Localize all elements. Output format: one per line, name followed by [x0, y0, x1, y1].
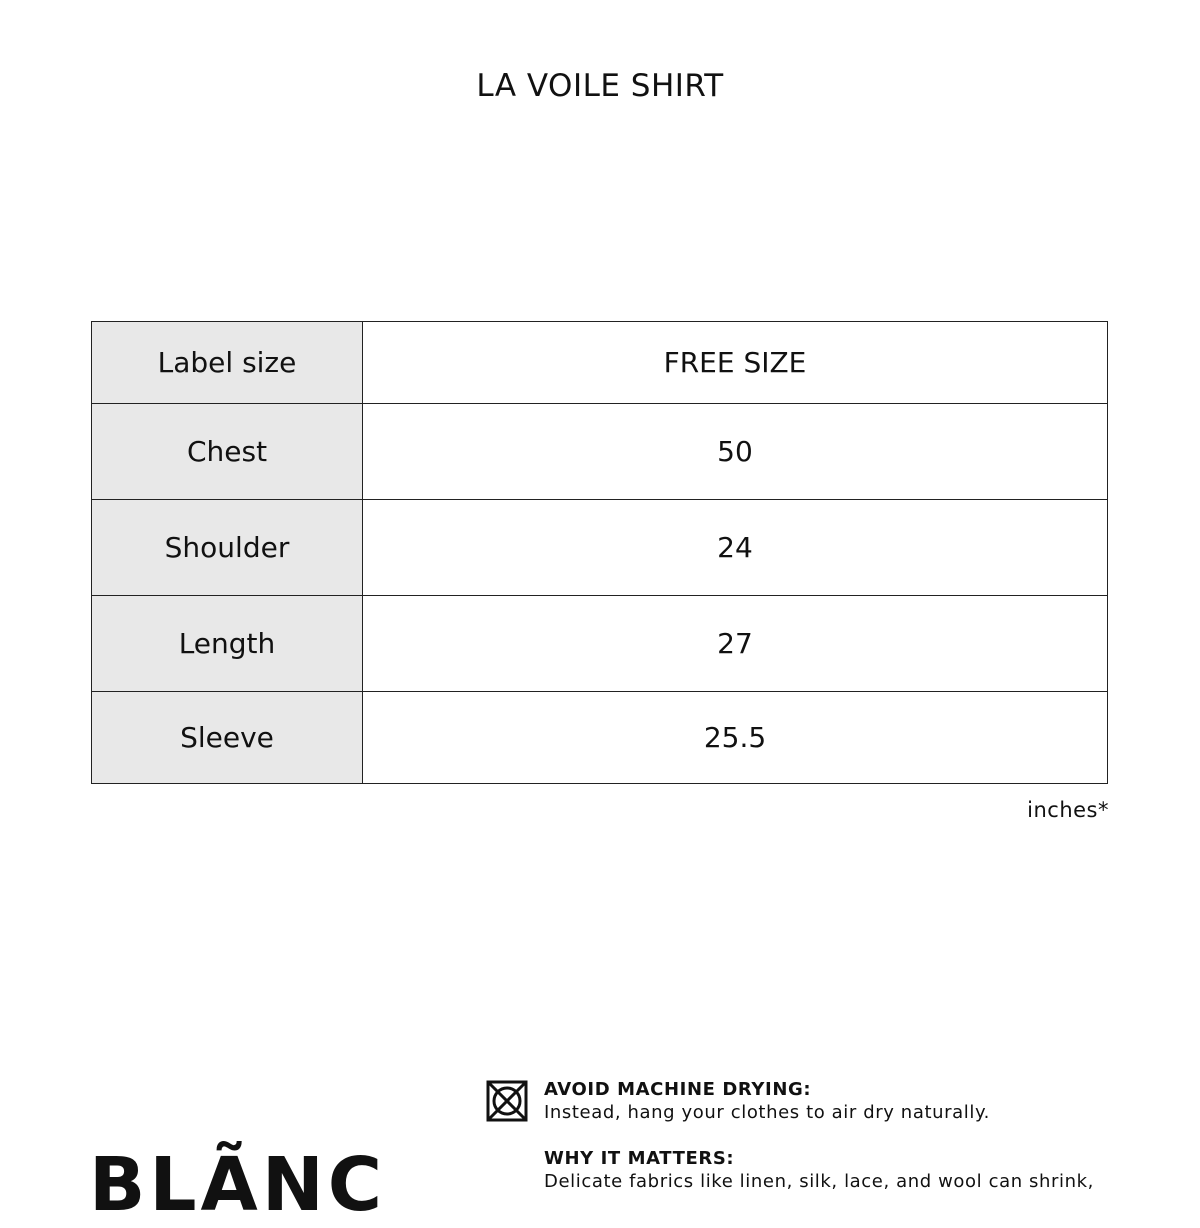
care-heading: AVOID MACHINE DRYING: — [544, 1079, 812, 1100]
care-text: Delicate fabrics like linen, silk, lace, and wool can shrink, — [544, 1171, 1094, 1192]
row-label: Shoulder — [92, 500, 363, 596]
row-label: Chest — [92, 404, 363, 500]
care-heading: WHY IT MATTERS: — [544, 1148, 735, 1169]
table-row — [92, 692, 1108, 784]
table-row — [92, 596, 1108, 692]
brand-logo: BLÃNC — [89, 1142, 387, 1228]
row-value: 25.5 — [363, 692, 1108, 784]
care-instructions — [544, 1078, 1184, 1193]
size-chart-table — [91, 321, 1108, 784]
row-label: Length — [92, 596, 363, 692]
table-row — [92, 322, 1108, 404]
care-text: Instead, hang your clothes to air dry naturally. — [544, 1102, 990, 1123]
row-value: 27 — [363, 596, 1108, 692]
product-title: LA VOILE SHIRT — [476, 68, 724, 104]
table-row — [92, 500, 1108, 596]
row-value: 50 — [363, 404, 1108, 500]
row-value: FREE SIZE — [363, 322, 1108, 404]
do-not-tumble-dry-icon — [486, 1080, 528, 1122]
row-value: 24 — [363, 500, 1108, 596]
row-label: Sleeve — [92, 692, 363, 784]
unit-note: inches* — [1027, 798, 1109, 822]
row-label: Label size — [92, 322, 363, 404]
table-row — [92, 404, 1108, 500]
